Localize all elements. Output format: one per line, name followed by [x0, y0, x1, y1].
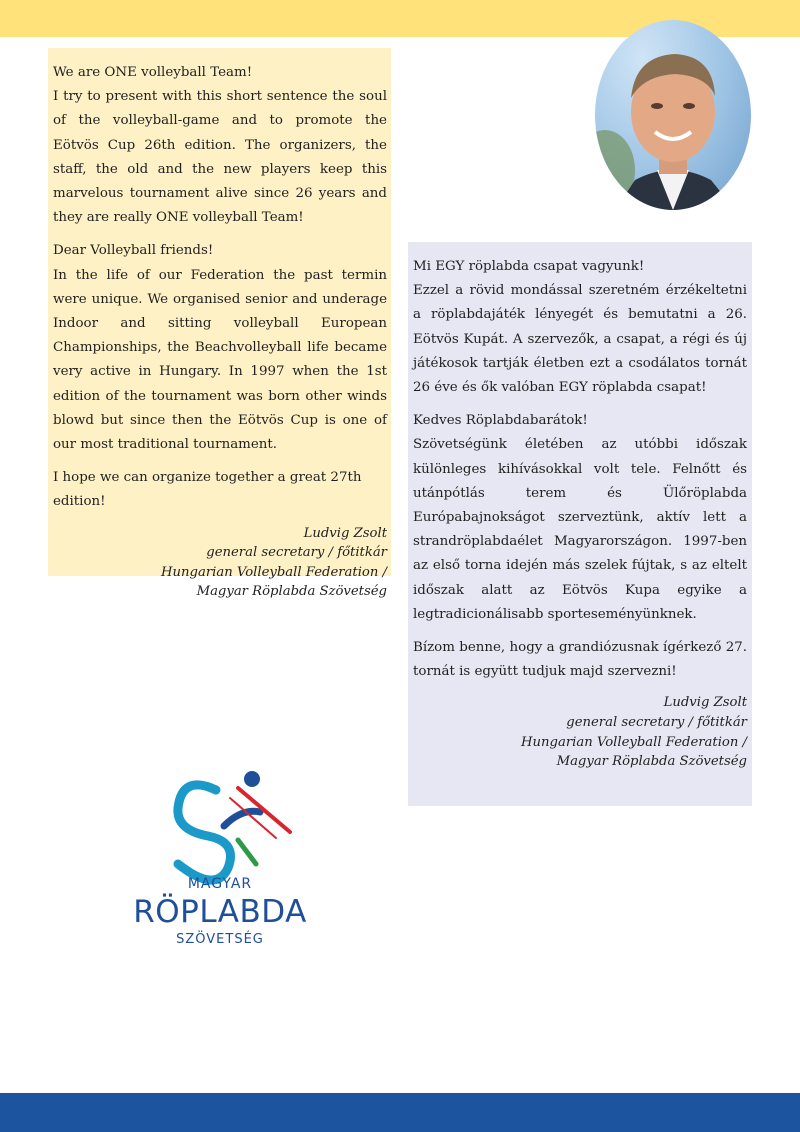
en-paragraph-1: We are ONE volleyball Team! I try to present with this short sentence the soul of the volleyball-game and to promote the Eötvös Cup 26th edition. The organizers, the staff, the old and the new players keep this marvelous tournament alive since 26 years and they are really ONE volleyball Team!	[53, 65, 387, 226]
logo-roplabda: RÖPLABDA	[133, 894, 307, 930]
hu-signature-title: general secretary / főtitkár	[566, 715, 747, 731]
en-signature-org-en: Hungarian Volleyball Federation /	[161, 564, 387, 580]
hu-signature-org-hu: Magyar Röplabda Szövetség	[556, 754, 747, 770]
hu-paragraph-1: Mi EGY röplabda csapat vagyunk! Ezzel a rövid mondással szeretném érzékeltetni a röplabdajáték lényegét és bemutatni a 26. Eötvös Kupát. A szervezők, a csapat, a régi és új játékosok tartják életben ezt a csodálatos tornát 26 éve és ők valóban EGY röplabda csapat!	[413, 259, 747, 396]
en-signature-title: general secretary / főtitkár	[206, 545, 387, 561]
logo-magyar: MAGYAR	[187, 876, 253, 892]
en-signature-name: Ludvig Zsolt	[303, 525, 387, 541]
logo-szovetseg: SZÖVETSÉG	[176, 932, 264, 947]
hu-signature-name: Ludvig Zsolt	[663, 695, 747, 711]
en-signature-org-hu: Magyar Röplabda Szövetség	[196, 584, 387, 600]
bottom-color-band	[0, 1093, 800, 1132]
hu-signature	[413, 693, 747, 771]
hu-signature-org-en: Hungarian Volleyball Federation /	[521, 734, 747, 750]
hu-paragraph-2: Kedves Röplabdabarátok! Szövetségünk életében az utóbbi időszak különleges kihívásokkal volt tele. Felnőtt és utánpótlás terem és Ülőröplabda Európabajnokságot szerveztünk, aktív lett a strandröplabdaélet Magyarországon. 1997-ben az első torna idején más szelek fújtak, s az eltelt időszak alatt az Eötvös Kupa egyike a legtradicionálisabb sporteseményünknek.	[413, 413, 747, 622]
en-signature	[53, 524, 387, 602]
en-paragraph-2: Dear Volleyball friends! In the life of our Federation the past termin were unique. We organised senior and underage Indoor and sitting volleyball European Championships, the Beachvolleyball life became very active in Hungary. In 1997 when the 1st edition of the tournament was born other winds blowd but since then the Eötvös Cup is one of our most traditional tournament.	[53, 243, 387, 453]
hu-paragraph-3: Bízom benne, hogy a grandiózusnak ígérkező 27. tornát is együtt tudjuk majd szervezni!	[413, 640, 747, 680]
hungarian-message-box	[408, 242, 752, 806]
english-message-box	[48, 48, 391, 600]
en-paragraph-3: I hope we can organize together a great 27th edition!	[53, 470, 362, 510]
portrait-photo	[595, 20, 751, 210]
